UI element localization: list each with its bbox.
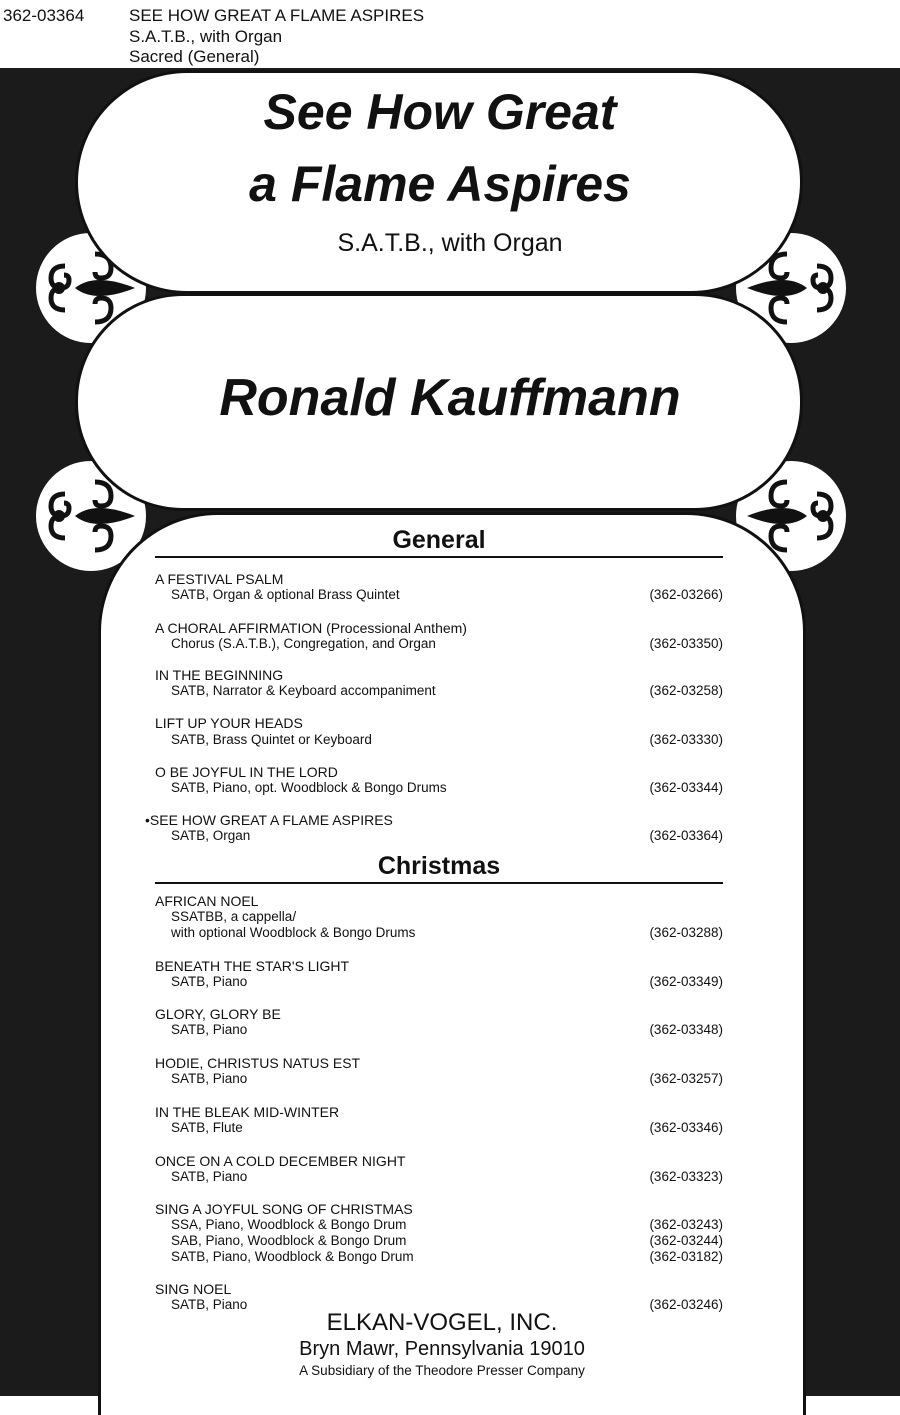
entry-title: A CHORAL AFFIRMATION (Processional Anthem) bbox=[155, 620, 467, 636]
catalog-number: 362-03364 bbox=[3, 6, 85, 25]
entry-code: (362-03244) bbox=[649, 1233, 723, 1248]
entry-title: IN THE BEGINNING bbox=[155, 667, 284, 683]
section-heading-general: General bbox=[155, 526, 723, 558]
entry-code: (362-03346) bbox=[649, 1120, 723, 1135]
catalog-label bbox=[0, 0, 900, 68]
cover-subtitle: S.A.T.B., with Organ bbox=[337, 229, 563, 257]
entry-code: (362-03348) bbox=[649, 1022, 723, 1037]
entry-code: (362-03364) bbox=[649, 828, 723, 843]
entry-detail: SATB, Piano, Woodblock & Bongo Drum bbox=[171, 1249, 414, 1264]
entry-detail: SAB, Piano, Woodblock & Bongo Drum bbox=[171, 1233, 407, 1248]
entry-code: (362-03330) bbox=[649, 732, 723, 747]
entry-title: BENEATH THE STAR'S LIGHT bbox=[155, 958, 350, 974]
entry-detail: Chorus (S.A.T.B.), Congregation, and Organ bbox=[171, 636, 436, 651]
entry-detail: SATB, Piano bbox=[171, 1169, 248, 1184]
entry-title: AFRICAN NOEL bbox=[155, 893, 259, 909]
entry-code: (362-03344) bbox=[649, 780, 723, 795]
section-heading-christmas: Christmas bbox=[155, 852, 723, 884]
entry-title: ONCE ON A COLD DECEMBER NIGHT bbox=[155, 1153, 406, 1169]
entry-detail: SATB, Narrator & Keyboard accompaniment bbox=[171, 683, 436, 698]
entry-detail: SATB, Piano bbox=[171, 1022, 248, 1037]
entry-code: (362-03182) bbox=[649, 1249, 723, 1264]
entry-title: GLORY, GLORY BE bbox=[155, 1006, 281, 1022]
entry-detail: SATB, Piano bbox=[171, 974, 248, 989]
entry-detail: SATB, Organ bbox=[171, 828, 251, 843]
entry-code: (362-03349) bbox=[649, 974, 723, 989]
catalog-title: SEE HOW GREAT A FLAME ASPIRES bbox=[129, 6, 425, 25]
entry-detail: SATB, Flute bbox=[171, 1120, 243, 1135]
entry-code: (362-03246) bbox=[649, 1297, 723, 1312]
entry-code: (362-03288) bbox=[649, 925, 723, 940]
entry-title: O BE JOYFUL IN THE LORD bbox=[155, 764, 338, 780]
entry-code: (362-03323) bbox=[649, 1169, 723, 1184]
entry-title: IN THE BLEAK MID-WINTER bbox=[155, 1104, 340, 1120]
entry-title: LIFT UP YOUR HEADS bbox=[155, 715, 303, 731]
entry-title: HODIE, CHRISTUS NATUS EST bbox=[155, 1055, 361, 1071]
entry-detail: SSATBB, a cappella/ bbox=[171, 909, 297, 924]
entry-title: •SEE HOW GREAT A FLAME ASPIRES bbox=[145, 812, 393, 828]
publisher-city: Bryn Mawr, Pennsylvania 19010 bbox=[299, 1338, 585, 1360]
publisher-subsidiary: A Subsidiary of the Theodore Presser Company bbox=[299, 1363, 585, 1378]
entry-code: (362-03350) bbox=[649, 636, 723, 651]
entry-title: SING NOEL bbox=[155, 1281, 232, 1297]
entry-detail: SATB, Brass Quintet or Keyboard bbox=[171, 732, 372, 747]
entry-title: SING A JOYFUL SONG OF CHRISTMAS bbox=[155, 1201, 413, 1217]
cover-title-line2: a Flame Aspires bbox=[249, 156, 631, 212]
entry-detail: with optional Woodblock & Bongo Drums bbox=[171, 925, 416, 940]
entry-detail: SSA, Piano, Woodblock & Bongo Drum bbox=[171, 1217, 407, 1232]
entry-code: (362-03258) bbox=[649, 683, 723, 698]
entry-code: (362-03257) bbox=[649, 1071, 723, 1086]
catalog-category: Sacred (General) bbox=[129, 47, 260, 66]
entry-title: A FESTIVAL PSALM bbox=[155, 571, 284, 587]
entry-detail: SATB, Piano bbox=[171, 1297, 248, 1312]
cover-title-line1: See How Great bbox=[263, 84, 617, 140]
entry-detail: SATB, Piano bbox=[171, 1071, 248, 1086]
entry-detail: SATB, Organ & optional Brass Quintet bbox=[171, 587, 400, 602]
entry-code: (362-03243) bbox=[649, 1217, 723, 1232]
catalog-voicing: S.A.T.B., with Organ bbox=[129, 27, 283, 46]
publisher-name: ELKAN-VOGEL, INC. bbox=[326, 1309, 558, 1336]
entry-code: (362-03266) bbox=[649, 587, 723, 602]
entry-detail: SATB, Piano, opt. Woodblock & Bongo Drums bbox=[171, 780, 447, 795]
composer-name: Ronald Kauffmann bbox=[219, 369, 681, 427]
